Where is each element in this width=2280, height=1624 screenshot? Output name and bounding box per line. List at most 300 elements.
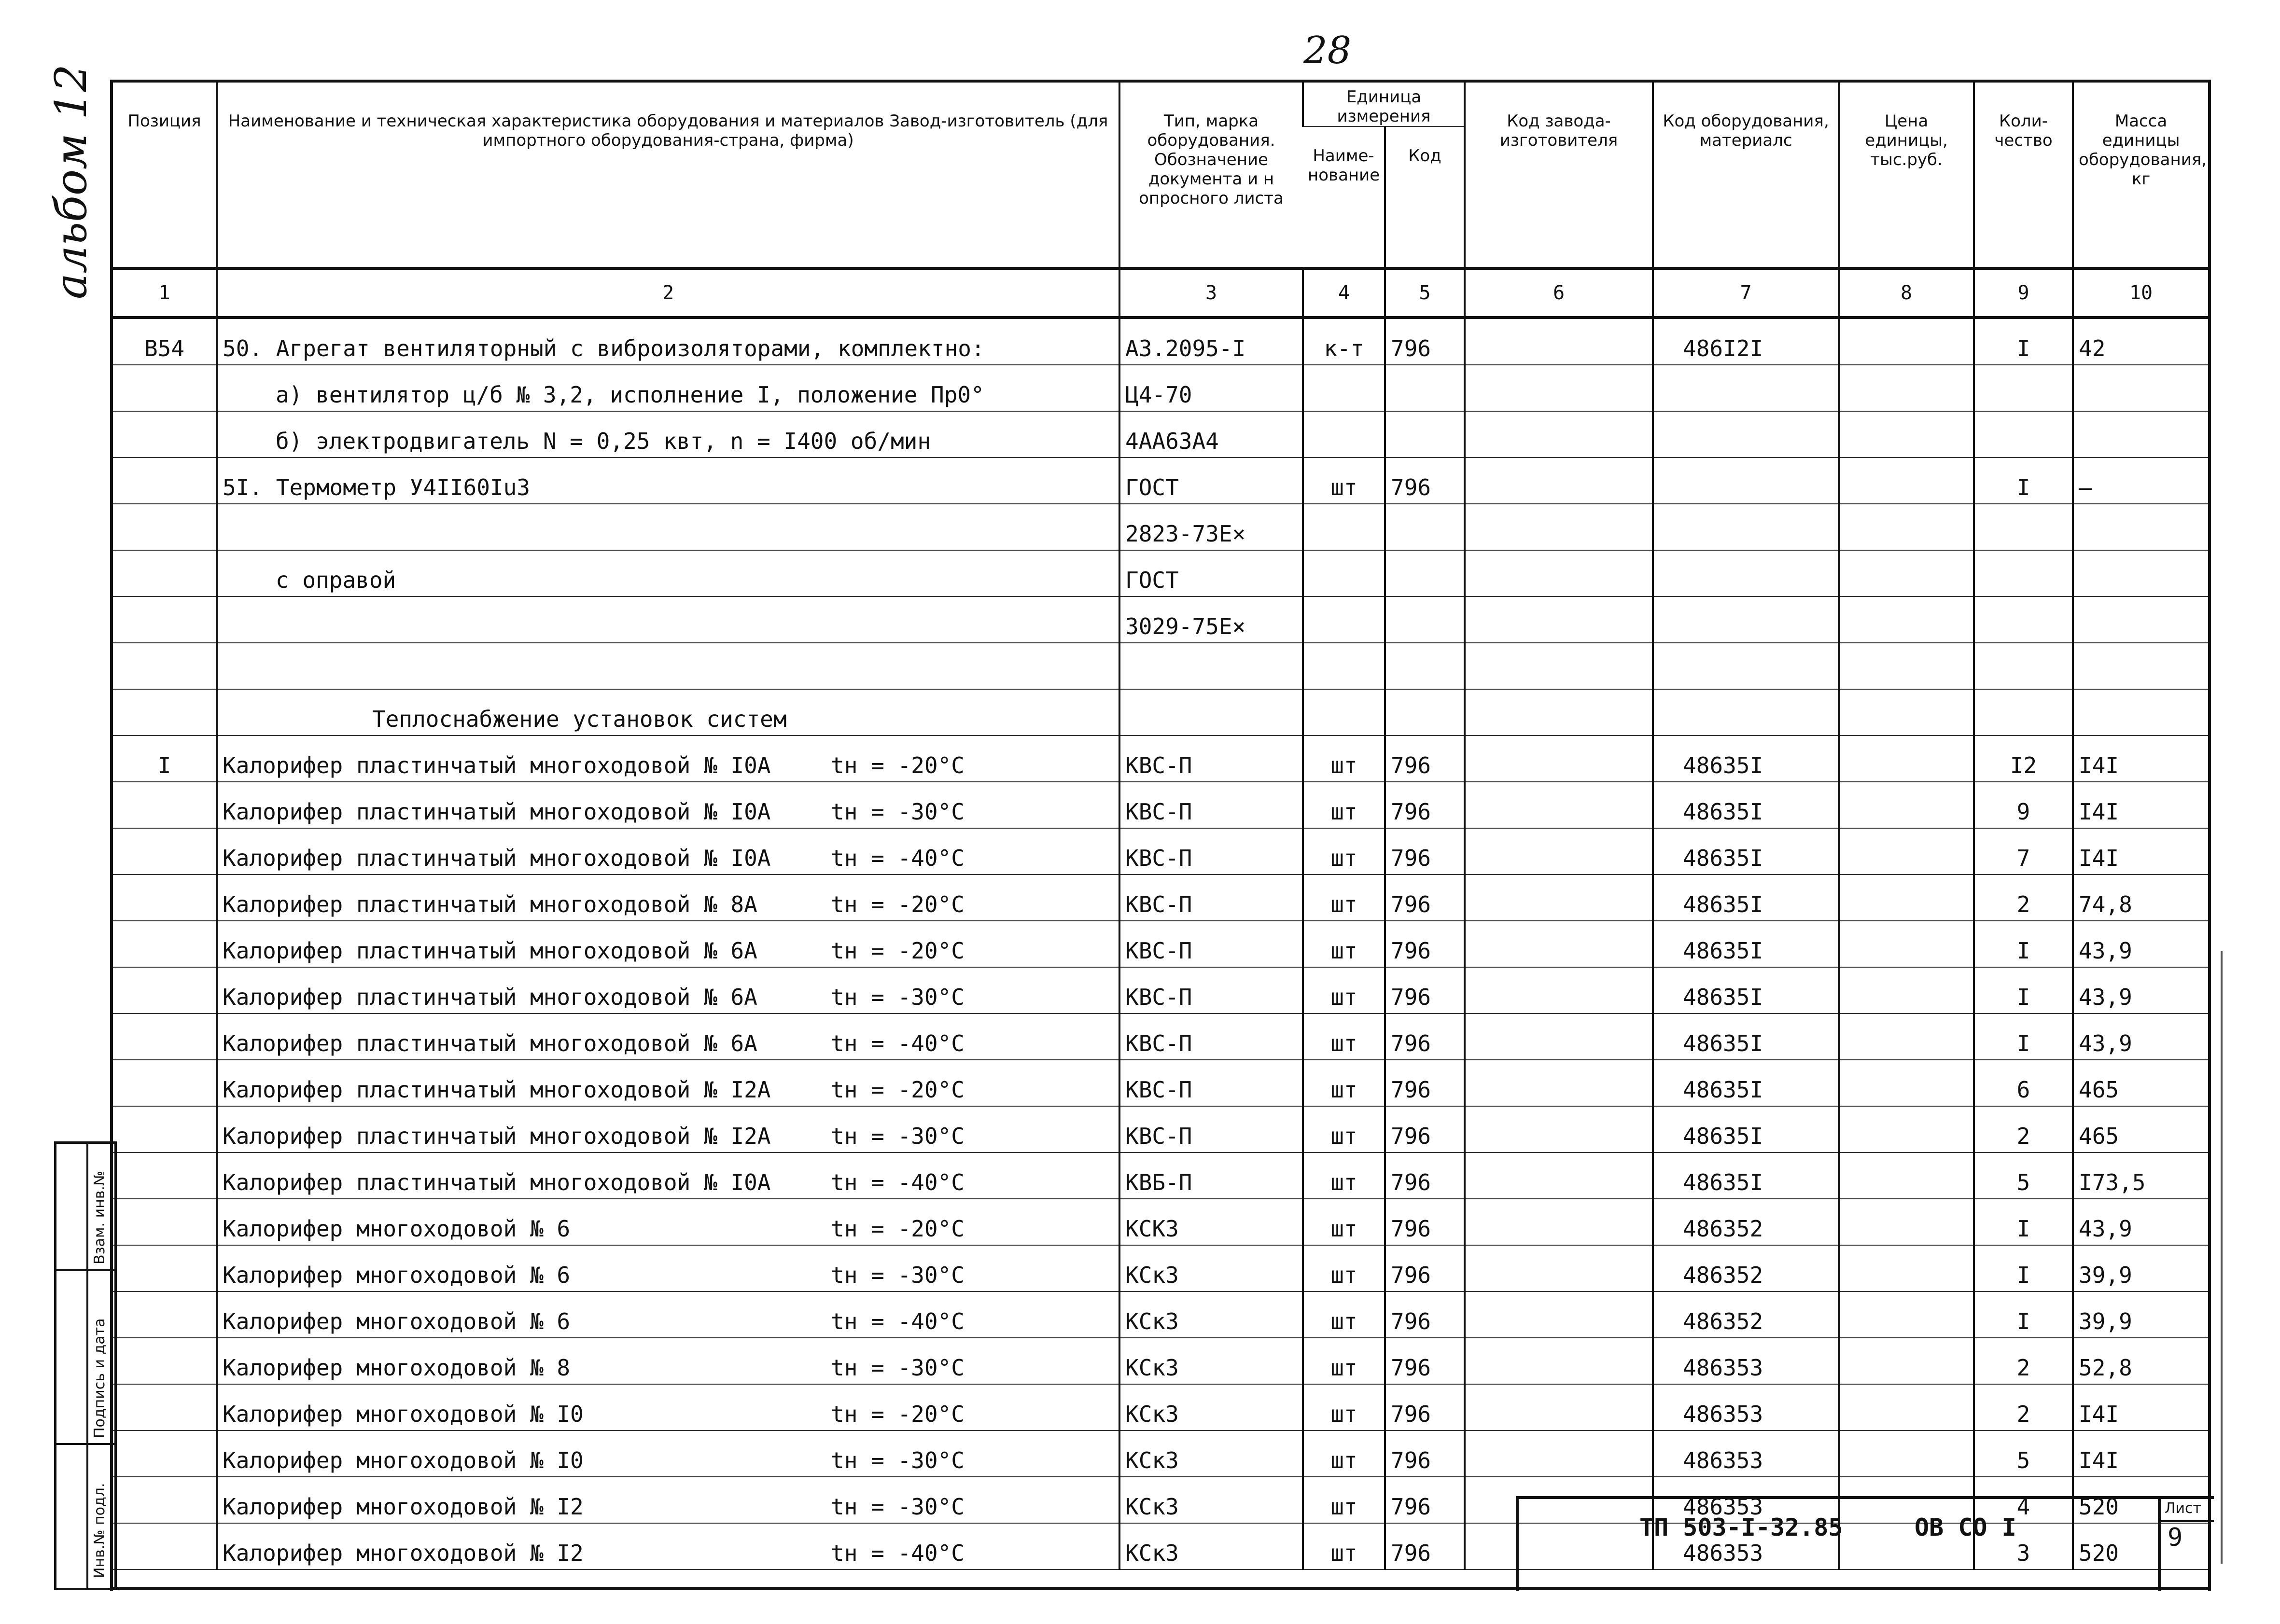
position-cell xyxy=(113,1338,217,1384)
position-cell xyxy=(113,1013,217,1060)
position-cell xyxy=(113,1152,217,1199)
equipment-code-cell xyxy=(1653,550,1839,597)
type-cell: Ц4-70 xyxy=(1119,365,1303,411)
equipment-code-cell: 486352 xyxy=(1653,1291,1839,1338)
mass-cell: 465 xyxy=(2073,1106,2208,1152)
position-cell xyxy=(113,1291,217,1338)
position-cell xyxy=(113,1477,217,1523)
outdoor-temperature: tн = -40°С xyxy=(831,845,965,871)
type-cell: КСк3 xyxy=(1119,1430,1303,1477)
item-name: Калорифер пластинчатый многоходовой № 6А xyxy=(223,938,757,964)
type-cell: 4АА63А4 xyxy=(1119,411,1303,458)
quantity-cell: 4 xyxy=(1974,1477,2073,1523)
equipment-code-cell xyxy=(1653,504,1839,550)
equipment-code-cell: 48635I xyxy=(1653,782,1839,828)
item-name: Калорифер пластинчатый многоходовой № I0А xyxy=(223,752,771,778)
quantity-cell xyxy=(1974,643,2073,689)
maker-code-cell xyxy=(1465,782,1653,828)
outdoor-temperature: tн = -20°С xyxy=(831,938,965,964)
maker-code-cell xyxy=(1465,1384,1653,1430)
column-number: 1 xyxy=(113,268,217,318)
equipment-code-cell: 486352 xyxy=(1653,1245,1839,1291)
type-cell: КСк3 xyxy=(1119,1338,1303,1384)
table-row xyxy=(113,643,2208,689)
equipment-code-cell: 486353 xyxy=(1653,1338,1839,1384)
name-cell xyxy=(217,1291,1119,1338)
unit-code-cell xyxy=(1385,411,1465,458)
type-cell: КСк3 xyxy=(1119,1523,1303,1569)
position-cell xyxy=(113,1523,217,1569)
outdoor-temperature: tн = -20°С xyxy=(831,752,965,778)
mass-cell: 520 xyxy=(2073,1477,2208,1523)
position-cell xyxy=(113,1384,217,1430)
position-cell: I xyxy=(113,736,217,782)
position-cell xyxy=(113,504,217,550)
stamp-signature-date: Подпись и дата xyxy=(91,1318,108,1438)
item-name: Калорифер многоходовой № 6 xyxy=(223,1216,571,1242)
specification-table xyxy=(113,83,2208,1570)
mass-cell: I4I xyxy=(2073,828,2208,874)
equipment-code-cell: 486353 xyxy=(1653,1430,1839,1477)
maker-code-cell xyxy=(1465,1199,1653,1245)
album-label: альбом 12 xyxy=(46,64,97,299)
price-cell xyxy=(1839,550,1974,597)
position-cell xyxy=(113,643,217,689)
outdoor-temperature: tн = -20°С xyxy=(831,1216,965,1242)
type-cell: КВС-П xyxy=(1119,1013,1303,1060)
column-number-row xyxy=(113,268,2208,318)
header-mass: Масса единицы оборудования, кг xyxy=(2073,83,2208,268)
mass-cell xyxy=(2073,643,2208,689)
page-number: 28 xyxy=(1303,29,1352,72)
item-name: Калорифер пластинчатый многоходовой № 6А xyxy=(223,1030,757,1056)
price-cell xyxy=(1839,1245,1974,1291)
name-cell xyxy=(217,736,1119,782)
item-name: Калорифер пластинчатый многоходовой № I0А xyxy=(223,799,771,825)
mass-cell: 52,8 xyxy=(2073,1338,2208,1384)
stamp-replace-inv: Взам. инв.№ xyxy=(91,1170,108,1264)
name-cell xyxy=(217,597,1119,643)
price-cell xyxy=(1839,318,1974,365)
maker-code-cell xyxy=(1465,1291,1653,1338)
table-row xyxy=(113,1060,2208,1106)
item-name: б) электродвигатель N = 0,25 квт, n = I400 об/мин xyxy=(276,428,931,454)
unit-code-cell: 796 xyxy=(1385,458,1465,504)
unit-name-cell xyxy=(1303,365,1385,411)
column-number: 3 xyxy=(1119,268,1303,318)
equipment-code-cell: 48635I xyxy=(1653,967,1839,1013)
mass-cell: 465 xyxy=(2073,1060,2208,1106)
type-cell: КВС-П xyxy=(1119,921,1303,967)
table-row xyxy=(113,411,2208,458)
mass-cell: 43,9 xyxy=(2073,921,2208,967)
unit-code-cell: 796 xyxy=(1385,782,1465,828)
name-cell xyxy=(217,318,1119,365)
price-cell xyxy=(1839,411,1974,458)
price-cell xyxy=(1839,874,1974,921)
maker-code-cell xyxy=(1465,736,1653,782)
maker-code-cell xyxy=(1465,921,1653,967)
sheet-box xyxy=(2158,1499,2214,1591)
table-row xyxy=(113,1338,2208,1384)
maker-code-cell xyxy=(1465,967,1653,1013)
quantity-cell xyxy=(1974,689,2073,736)
outdoor-temperature: tн = -30°С xyxy=(831,799,965,825)
equipment-code-cell xyxy=(1653,689,1839,736)
item-name: Калорифер многоходовой № I2 xyxy=(223,1540,584,1566)
type-cell: ГОСТ xyxy=(1119,458,1303,504)
unit-code-cell: 796 xyxy=(1385,1060,1465,1106)
quantity-cell: 9 xyxy=(1974,782,2073,828)
price-cell xyxy=(1839,504,1974,550)
name-cell xyxy=(217,921,1119,967)
type-cell: КСк3 xyxy=(1119,1291,1303,1338)
table-row xyxy=(113,689,2208,736)
price-cell xyxy=(1839,597,1974,643)
equipment-code-cell xyxy=(1653,411,1839,458)
unit-code-cell xyxy=(1385,365,1465,411)
unit-name-cell xyxy=(1303,643,1385,689)
table-row xyxy=(113,458,2208,504)
maker-code-cell xyxy=(1465,504,1653,550)
maker-code-cell xyxy=(1465,411,1653,458)
position-cell xyxy=(113,1245,217,1291)
type-cell: КВС-П xyxy=(1119,736,1303,782)
quantity-cell: 3 xyxy=(1974,1523,2073,1569)
price-cell xyxy=(1839,1106,1974,1152)
item-name: Теплоснабжение установок систем xyxy=(372,706,787,732)
quantity-cell: I xyxy=(1974,1245,2073,1291)
name-cell xyxy=(217,458,1119,504)
quantity-cell: 2 xyxy=(1974,874,2073,921)
outdoor-temperature: tн = -30°С xyxy=(831,1355,965,1381)
table-row xyxy=(113,736,2208,782)
quantity-cell xyxy=(1974,550,2073,597)
header-price: Цена единицы, тыс.руб. xyxy=(1839,83,1974,268)
maker-code-cell xyxy=(1465,1430,1653,1477)
unit-name-cell: шт xyxy=(1303,782,1385,828)
equipment-code-cell: 48635I xyxy=(1653,1060,1839,1106)
item-name: Калорифер пластинчатый многоходовой № 6А xyxy=(223,984,757,1010)
unit-name-cell: шт xyxy=(1303,1291,1385,1338)
column-number: 9 xyxy=(1974,268,2073,318)
equipment-code-cell: 48635I xyxy=(1653,828,1839,874)
type-cell: КВС-П xyxy=(1119,1060,1303,1106)
maker-code-cell xyxy=(1465,874,1653,921)
type-cell: 3029-75Е× xyxy=(1119,597,1303,643)
equipment-code-cell: 48635I xyxy=(1653,1106,1839,1152)
title-block xyxy=(1516,1496,2214,1591)
unit-code-cell: 796 xyxy=(1385,1477,1465,1523)
table-row xyxy=(113,1384,2208,1430)
type-cell: КВБ-П xyxy=(1119,1152,1303,1199)
type-cell: КСк3 xyxy=(1119,1384,1303,1430)
table-row xyxy=(113,782,2208,828)
position-cell xyxy=(113,921,217,967)
maker-code-cell xyxy=(1465,1060,1653,1106)
maker-code-cell xyxy=(1465,1152,1653,1199)
type-cell: ГОСТ xyxy=(1119,550,1303,597)
quantity-cell xyxy=(1974,365,2073,411)
table-row xyxy=(113,365,2208,411)
type-cell: А3.2095-I xyxy=(1119,318,1303,365)
unit-name-cell: шт xyxy=(1303,828,1385,874)
unit-name-cell: шт xyxy=(1303,1152,1385,1199)
mass-cell: I4I xyxy=(2073,1384,2208,1430)
quantity-cell: 7 xyxy=(1974,828,2073,874)
price-cell xyxy=(1839,736,1974,782)
column-number: 4 xyxy=(1303,268,1385,318)
unit-name-cell: шт xyxy=(1303,1060,1385,1106)
price-cell xyxy=(1839,365,1974,411)
price-cell xyxy=(1839,1060,1974,1106)
name-cell xyxy=(217,365,1119,411)
equipment-code-cell: 48635I xyxy=(1653,1013,1839,1060)
outdoor-temperature: tн = -40°С xyxy=(831,1030,965,1056)
maker-code-cell xyxy=(1465,1245,1653,1291)
outdoor-temperature: tн = -30°С xyxy=(831,1123,965,1149)
unit-code-cell xyxy=(1385,597,1465,643)
position-cell xyxy=(113,550,217,597)
equipment-code-cell xyxy=(1653,458,1839,504)
unit-code-cell: 796 xyxy=(1385,318,1465,365)
equipment-code-cell: 48635I xyxy=(1653,1152,1839,1199)
quantity-cell: I xyxy=(1974,458,2073,504)
quantity-cell: 2 xyxy=(1974,1106,2073,1152)
table-row xyxy=(113,1199,2208,1245)
unit-code-cell: 796 xyxy=(1385,1152,1465,1199)
maker-code-cell xyxy=(1465,597,1653,643)
price-cell xyxy=(1839,1338,1974,1384)
equipment-code-cell xyxy=(1653,597,1839,643)
item-name: Калорифер многоходовой № 6 xyxy=(223,1308,571,1334)
item-name: Калорифер пластинчатый многоходовой № I0А xyxy=(223,1169,771,1195)
unit-code-cell: 796 xyxy=(1385,1199,1465,1245)
maker-code-cell xyxy=(1465,643,1653,689)
unit-code-cell xyxy=(1385,550,1465,597)
column-number: 2 xyxy=(217,268,1119,318)
name-cell xyxy=(217,1384,1119,1430)
position-cell xyxy=(113,967,217,1013)
unit-code-cell: 796 xyxy=(1385,1338,1465,1384)
header-position: Позиция xyxy=(113,83,217,268)
outdoor-temperature: tн = -40°С xyxy=(831,1540,965,1566)
side-stamp xyxy=(54,1141,117,1590)
type-cell xyxy=(1119,643,1303,689)
header-equipment-code: Код оборудования, материалс xyxy=(1653,83,1839,268)
name-cell xyxy=(217,1430,1119,1477)
name-cell xyxy=(217,1060,1119,1106)
quantity-cell: 5 xyxy=(1974,1430,2073,1477)
maker-code-cell xyxy=(1465,1338,1653,1384)
mass-cell: 520 xyxy=(2073,1523,2208,1569)
quantity-cell: 5 xyxy=(1974,1152,2073,1199)
price-cell xyxy=(1839,458,1974,504)
equipment-code-cell xyxy=(1653,365,1839,411)
maker-code-cell xyxy=(1465,1013,1653,1060)
outdoor-temperature: tн = -30°С xyxy=(831,1494,965,1520)
column-number: 5 xyxy=(1385,268,1465,318)
unit-code-cell: 796 xyxy=(1385,828,1465,874)
quantity-cell: I xyxy=(1974,921,2073,967)
column-number: 6 xyxy=(1465,268,1653,318)
unit-name-cell: шт xyxy=(1303,967,1385,1013)
unit-code-cell xyxy=(1385,689,1465,736)
type-cell: КСк3 xyxy=(1119,1245,1303,1291)
name-cell xyxy=(217,504,1119,550)
unit-name-cell xyxy=(1303,689,1385,736)
position-cell xyxy=(113,689,217,736)
column-number: 8 xyxy=(1839,268,1974,318)
quantity-cell xyxy=(1974,411,2073,458)
header-name: Наименование и техническая характеристика оборудования и материалов Завод-изготовитель (для импортного оборудования-страна, фирма) xyxy=(217,83,1119,268)
equipment-code-cell: 486353 xyxy=(1653,1523,1839,1569)
quantity-cell: I xyxy=(1974,318,2073,365)
type-cell: КВС-П xyxy=(1119,828,1303,874)
mass-cell: 43,9 xyxy=(2073,967,2208,1013)
equipment-code-cell: 486353 xyxy=(1653,1477,1839,1523)
type-cell xyxy=(1119,689,1303,736)
quantity-cell: I xyxy=(1974,967,2073,1013)
position-cell xyxy=(113,458,217,504)
quantity-cell: 2 xyxy=(1974,1384,2073,1430)
name-cell xyxy=(217,874,1119,921)
quantity-cell: I2 xyxy=(1974,736,2073,782)
unit-name-cell: шт xyxy=(1303,458,1385,504)
unit-code-cell: 796 xyxy=(1385,736,1465,782)
name-cell xyxy=(217,1106,1119,1152)
stamp-inv-original: Инв.№ подл. xyxy=(91,1483,108,1578)
price-cell xyxy=(1839,1152,1974,1199)
maker-code-cell xyxy=(1465,689,1653,736)
unit-name-cell: шт xyxy=(1303,1013,1385,1060)
document-suffix: ОВ СО I xyxy=(1915,1513,2016,1541)
price-cell xyxy=(1839,921,1974,967)
outdoor-temperature: tн = -30°С xyxy=(831,984,965,1010)
table-row xyxy=(113,874,2208,921)
unit-name-cell xyxy=(1303,411,1385,458)
unit-name-cell xyxy=(1303,504,1385,550)
position-cell xyxy=(113,1060,217,1106)
quantity-cell: I xyxy=(1974,1291,2073,1338)
unit-code-cell: 796 xyxy=(1385,1291,1465,1338)
name-cell xyxy=(217,1152,1119,1199)
equipment-code-cell: 486353 xyxy=(1653,1384,1839,1430)
item-name: 5I. Термометр У4II60IuЗ xyxy=(223,474,530,500)
table-row xyxy=(113,921,2208,967)
price-cell xyxy=(1839,828,1974,874)
price-cell xyxy=(1839,1430,1974,1477)
table-row xyxy=(113,550,2208,597)
type-cell: КВС-П xyxy=(1119,782,1303,828)
unit-code-cell: 796 xyxy=(1385,921,1465,967)
unit-name-cell: шт xyxy=(1303,1199,1385,1245)
mass-cell: 39,9 xyxy=(2073,1245,2208,1291)
equipment-code-cell xyxy=(1653,643,1839,689)
table-row xyxy=(113,1106,2208,1152)
table-row xyxy=(113,1152,2208,1199)
table-row xyxy=(113,1245,2208,1291)
unit-code-cell: 796 xyxy=(1385,1013,1465,1060)
item-name: Калорифер пластинчатый многоходовой № I2А xyxy=(223,1123,771,1149)
unit-name-cell: шт xyxy=(1303,1430,1385,1477)
type-cell: КВС-П xyxy=(1119,1106,1303,1152)
equipment-code-cell: 486I2I xyxy=(1653,318,1839,365)
mass-cell: – xyxy=(2073,458,2208,504)
position-cell xyxy=(113,597,217,643)
quantity-cell: 6 xyxy=(1974,1060,2073,1106)
unit-name-cell: шт xyxy=(1303,1106,1385,1152)
position-cell xyxy=(113,1430,217,1477)
table-row xyxy=(113,1430,2208,1477)
table-row xyxy=(113,828,2208,874)
header-unit-code: Код xyxy=(1385,126,1465,268)
unit-code-cell xyxy=(1385,504,1465,550)
position-cell: В54 xyxy=(113,318,217,365)
unit-code-cell: 796 xyxy=(1385,1430,1465,1477)
mass-cell: I4I xyxy=(2073,1430,2208,1477)
equipment-code-cell: 48635I xyxy=(1653,736,1839,782)
quantity-cell: I xyxy=(1974,1013,2073,1060)
unit-name-cell: к-т xyxy=(1303,318,1385,365)
name-cell xyxy=(217,828,1119,874)
item-name: с оправой xyxy=(276,567,396,593)
name-cell xyxy=(217,1245,1119,1291)
table-row xyxy=(113,967,2208,1013)
position-cell xyxy=(113,411,217,458)
unit-code-cell xyxy=(1385,643,1465,689)
header-unit-name: Наиме-нование xyxy=(1303,126,1385,268)
sheet-number: 9 xyxy=(2168,1523,2183,1552)
equipment-code-cell: 48635I xyxy=(1653,874,1839,921)
name-cell xyxy=(217,1477,1119,1523)
name-cell xyxy=(217,643,1119,689)
name-cell xyxy=(217,411,1119,458)
type-cell: КВС-П xyxy=(1119,967,1303,1013)
name-cell xyxy=(217,550,1119,597)
mass-cell: 43,9 xyxy=(2073,1013,2208,1060)
table-row xyxy=(113,318,2208,365)
name-cell xyxy=(217,689,1119,736)
mass-cell: 74,8 xyxy=(2073,874,2208,921)
maker-code-cell xyxy=(1465,318,1653,365)
item-name: Калорифер многоходовой № I0 xyxy=(223,1401,584,1427)
header-unit-group: Единица измерения xyxy=(1303,83,1465,126)
mass-cell xyxy=(2073,689,2208,736)
unit-name-cell xyxy=(1303,550,1385,597)
item-name: Калорифер многоходовой № 8 xyxy=(223,1355,571,1381)
unit-code-cell: 796 xyxy=(1385,874,1465,921)
unit-name-cell: шт xyxy=(1303,1338,1385,1384)
quantity-cell xyxy=(1974,504,2073,550)
table-row xyxy=(113,597,2208,643)
outdoor-temperature: tн = -20°С xyxy=(831,1077,965,1103)
unit-name-cell: шт xyxy=(1303,1245,1385,1291)
edge-tick xyxy=(2221,951,2223,1564)
specification-sheet xyxy=(110,80,2211,1591)
mass-cell: I73,5 xyxy=(2073,1152,2208,1199)
price-cell xyxy=(1839,1384,1974,1430)
header-maker-code: Код завода-изготовителя xyxy=(1465,83,1653,268)
position-cell xyxy=(113,874,217,921)
maker-code-cell xyxy=(1465,828,1653,874)
mass-cell: 43,9 xyxy=(2073,1199,2208,1245)
mass-cell xyxy=(2073,550,2208,597)
position-cell xyxy=(113,828,217,874)
unit-name-cell: шт xyxy=(1303,1523,1385,1569)
type-cell: КСК3 xyxy=(1119,1199,1303,1245)
item-name: Калорифер пластинчатый многоходовой № 8А xyxy=(223,891,757,917)
